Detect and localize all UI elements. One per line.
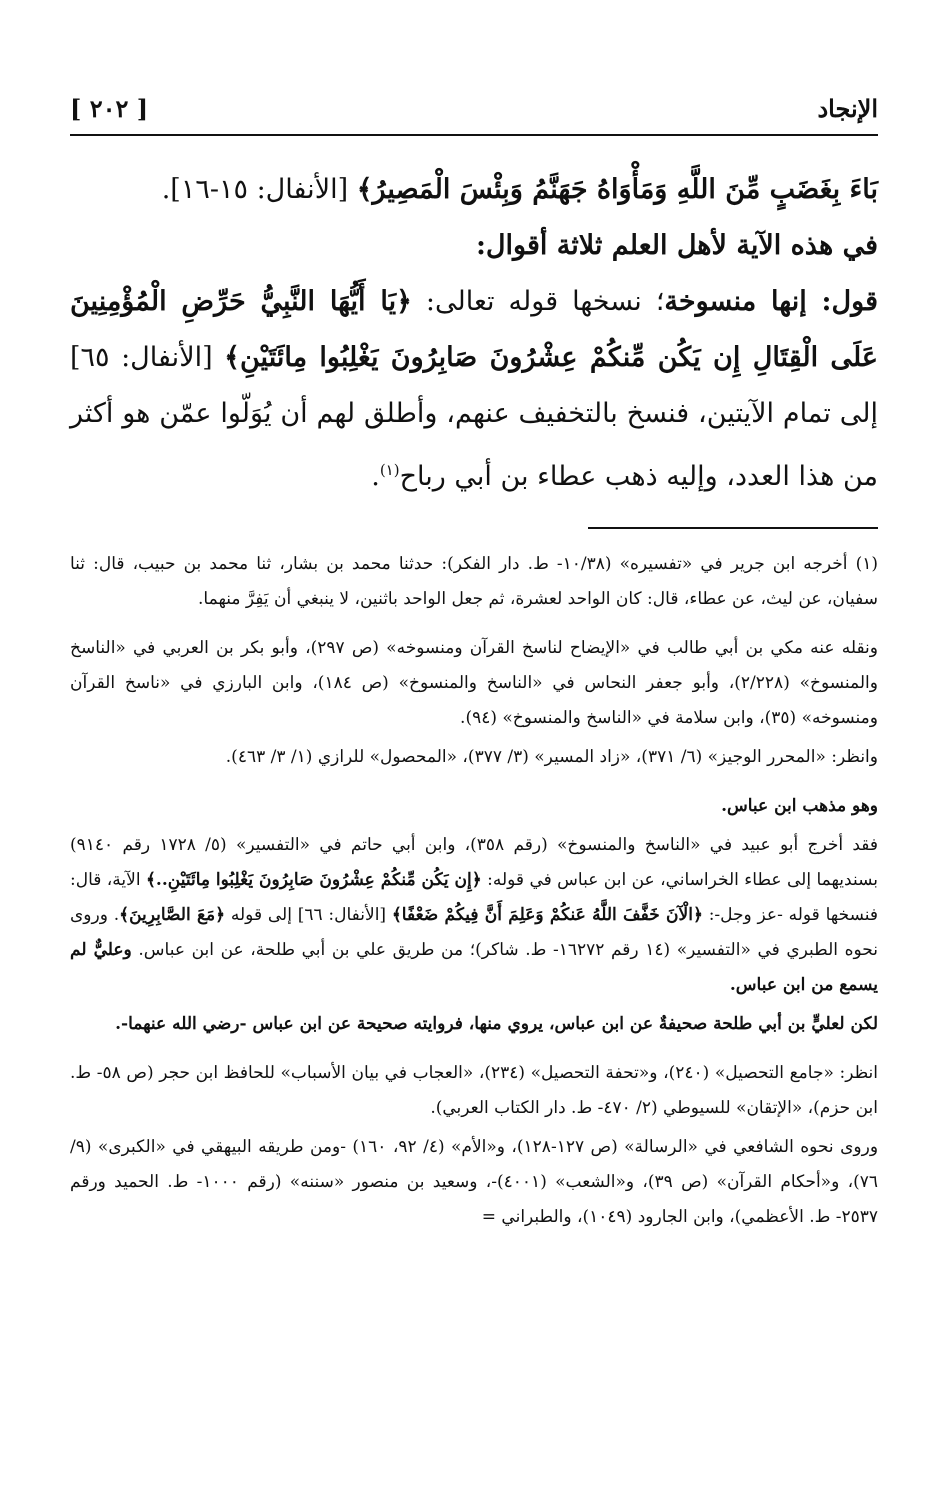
footnote-5 — [70, 828, 878, 1003]
section-heading: في هذه الآية لأهل العلم ثلاثة أقوال: — [475, 230, 878, 261]
footnote-1: (١) أخرجه ابن جرير في «تفسيره» (١٠/٣٨- ط. دار الفكر): حدثنا محمد بن بشار، ثنا محمد بن حبيب، قال: ثنا سفيان، عن ليث، عن عطاء، قال: كان الواحد لعشرة، ثم جعل الواحد باثنين، لا ينبغي أن يَفِرَّ منهما. — [70, 554, 878, 609]
footnote-5-text: فقد أخرج أبو عبيد في «الناسخ والمنسوخ» (رقم ٣٥٨)، وابن أبي حاتم في «التفسير» (٥/ ١٧٢٨ رقم ٩١٤٠) بسنديهما إلى عطاء الخراساني، عن ابن عباس في قوله: — [70, 835, 878, 890]
footnote-marker: (١) — [379, 461, 400, 479]
footnote-5-quran-3: ﴿مَعَ الصَّابِرِينَ﴾ — [119, 905, 226, 925]
opinion-text: ؛ نسخها قوله تعالى: — [411, 286, 665, 317]
footnote-4: وهو مذهب ابن عباس. — [721, 796, 878, 816]
main-text — [70, 162, 878, 505]
footnote-2: ونقله عنه مكي بن أبي طالب في «الإيضاح لناسخ القرآن ومنسوخه» (ص ٢٩٧)، وأبو بكر بن العربي في «الناسخ والمنسوخ» (٢/٢٢٨)، وأبو جعفر النحاس في «الناسخ والمنسوخ» (ص ١٨٤)، وابن البارزي في «ناسخ القرآن ومنسوخه» (٣٥)، وابن سلامة في «الناسخ والمنسوخ» (٩٤). — [70, 638, 879, 728]
footnote-5-end: . وروى نحوه الطبري في «التفسير» (١٤ رقم ١٦٢٧٢- ط. شاكر)؛ من طريق علي بن أبي طلحة، عن ابن عباس. — [70, 905, 879, 960]
quran-verse: بَاءَ بِغَضَبٍ مِّنَ اللَّهِ وَمَأْوَاهُ جَهَنَّمُ وَبِئْسَ الْمَصِيرُ﴾ — [356, 174, 878, 205]
footnote-6: لكن لعليٍّ بن أبي طلحة صحيفةٌ عن ابن عباس، يروي منها، فروايته صحيحة عن ابن عباس -رضي الله عنهما-. — [115, 1014, 878, 1034]
paragraph-first-opinion — [70, 274, 878, 505]
footnote-divider — [588, 527, 878, 529]
footnote-7: انظر: «جامع التحصيل» (٢٤٠)، و«تحفة التحصيل» (٢٣٤)، «العجاب في بيان الأسباب» للحافظ ابن حجر (ص ٥٨- ط. ابن حزم)، «الإتقان» للسيوطي (٢/ ٤٧٠- ط. دار الكتاب العربي). — [70, 1063, 879, 1118]
running-title: الإنجاد — [817, 94, 878, 123]
page-header — [70, 88, 878, 136]
book-page — [70, 88, 878, 1418]
footnote-5-quran-1: ﴿إِن يَكُن مِّنكُمْ عِشْرُونَ صَابِرُونَ يَغْلِبُوا مِائَتَيْنِ..﴾ — [145, 870, 482, 890]
footnote-3: وانظر: «المحرر الوجيز» (٦/ ٣٧١)، «زاد المسير» (٣/ ٣٧٧)، «المحصول» للرازي (١/ ٣/ ٤٦٣). — [225, 747, 878, 767]
footnote-5-mid: الآية، قال: فنسخها قوله -عز وجل-: — [70, 870, 878, 925]
footnote-5-bold: وعليٌّ لم يسمع من ابن عباس. — [70, 940, 878, 995]
opinion-label: قول: إنها منسوخة — [664, 286, 878, 317]
verse-reference: [الأنفال: ١٥-١٦]. — [161, 174, 357, 205]
opinion-end: . — [371, 461, 380, 492]
opinion-rest: [الأنفال: ٦٥] إلى تمام الآيتين، فنسخ بالتخفيف عنهم، وأطلق لهم أن يُوَلّوا عمّن هو أكثر من هذا العدد، وإليه ذهب عطاء بن أبي رباح — [70, 342, 878, 492]
footnotes — [70, 547, 878, 1235]
footnote-5-ref: [الأنفال: ٦٦] إلى قوله — [225, 905, 392, 925]
quran-verse-2: ﴿يَا أَيُّهَا النَّبِيُّ حَرِّضِ الْمُؤْمِنِينَ عَلَى الْقِتَالِ إِن يَكُن مِّنكُمْ عِشْرُونَ صَابِرُونَ يَغْلِبُوا مِائَتَيْنِ﴾ — [70, 286, 878, 373]
page-number: [ ٢٠٢ ] — [70, 94, 149, 123]
footnote-8: وروى نحوه الشافعي في «الرسالة» (ص ١٢٧-١٢٨)، و«الأم» (٤/ ٩٢، ١٦٠) -ومن طريقه البيهقي في «الكبرى» (٩/ ٧٦)، و«أحكام القرآن» (ص ٣٩)، و«الشعب» (٤٠٠١)-، وسعيد بن منصور «سننه» (رقم ١٠٠٠- ط. الحميد ورقم ٢٥٣٧- ط. الأعظمي)، وابن الجارود (١٠٤٩)، والطبراني = — [70, 1137, 879, 1227]
footnote-5-quran-2: ﴿الْآنَ خَفَّفَ اللَّهُ عَنكُمْ وَعَلِمَ أَنَّ فِيكُمْ ضَعْفًا﴾ — [391, 905, 703, 925]
verse-line — [70, 162, 878, 218]
